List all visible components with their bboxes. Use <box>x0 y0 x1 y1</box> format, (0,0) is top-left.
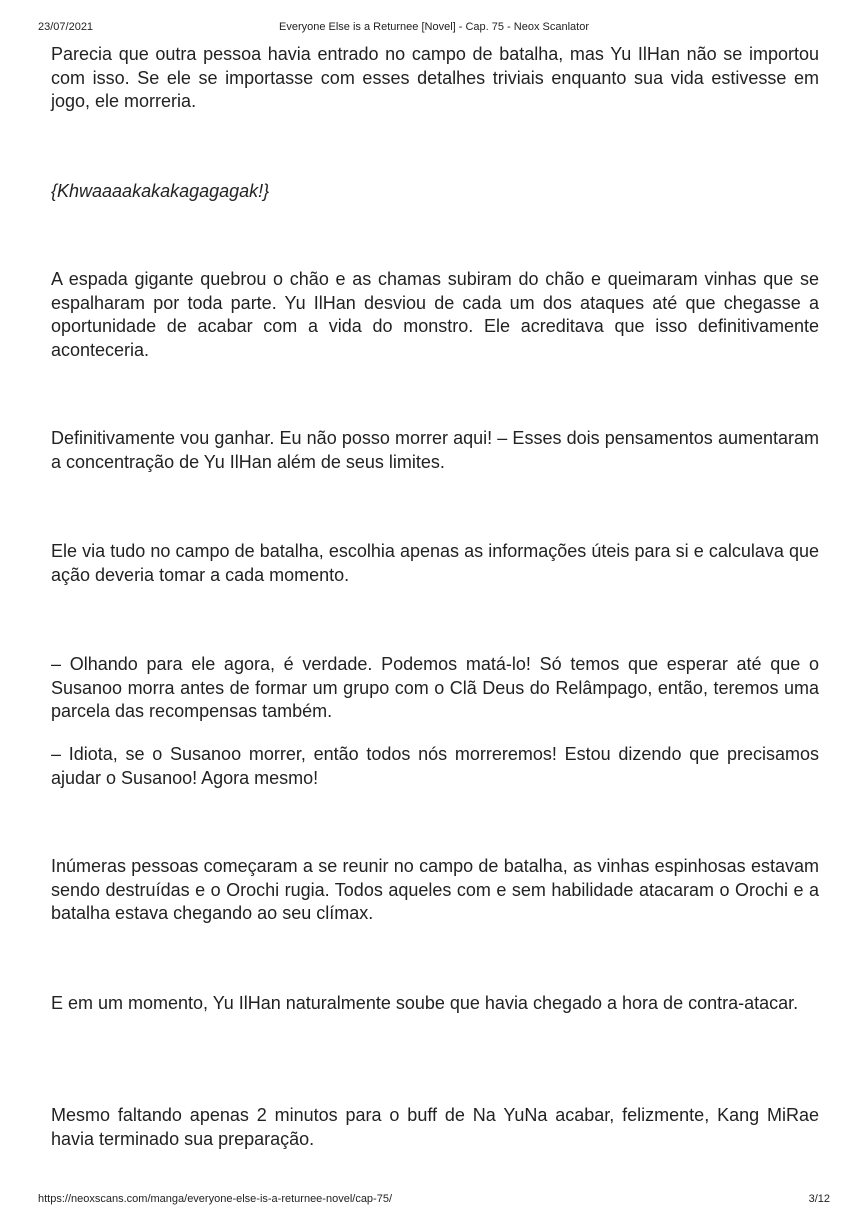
page-number: 3/12 <box>808 1193 830 1205</box>
page-title: Everyone Else is a Returnee [Novel] - Cap. 75 - Neox Scanlator <box>279 21 589 33</box>
print-footer <box>38 1193 830 1207</box>
paragraph: E em um momento, Yu IlHan naturalmente soube que havia chegado a hora de contra-atacar. <box>51 993 799 1013</box>
dialogue: – Idiota, se o Susanoo morrer, então todos nós morreremos! Estou dizendo que precisamos ajudar o Susanoo! Agora mesmo! <box>51 744 819 788</box>
paragraph: A espada gigante quebrou o chão e as chamas subiram do chão e queimaram vinhas que se espalharam por toda parte. Yu IlHan desviou de cada um dos ataques até que chegasse a oportunidade de acabar com a vida do monstro. Ele acreditava que isso definitivamente aconteceria. <box>51 269 819 360</box>
paragraph: Ele via tudo no campo de batalha, escolhia apenas as informações úteis para si e calculava que ação deveria tomar a cada momento. <box>51 541 819 585</box>
print-date: 23/07/2021 <box>38 21 94 33</box>
paragraph: Inúmeras pessoas começaram a se reunir no campo de batalha, as vinhas espinhosas estavam sendo destruídas e o Orochi rugia. Todos aqueles com e sem habilidade atacaram o Orochi e a batalha estava chegando ao seu clímax. <box>51 856 819 923</box>
dialogue: – Olhando para ele agora, é verdade. Podemos matá-lo! Só temos que esperar até que o Susanoo morra antes de formar um grupo com o Clã Deus do Relâmpago, então, teremos uma parcela das recompensas também. <box>51 654 819 721</box>
paragraph: Mesmo faltando apenas 2 minutos para o buff de Na YuNa acabar, felizmente, Kang MiRae havia terminado sua preparação. <box>51 1105 819 1149</box>
paragraph: Parecia que outra pessoa havia entrado no campo de batalha, mas Yu IlHan não se importou com isso. Se ele se importasse com esses detalhes triviais enquanto sua vida estivesse em jogo, ele morreria. <box>51 44 819 111</box>
page-url: https://neoxscans.com/manga/everyone-else-is-a-returnee-novel/cap-75/ <box>38 1193 393 1205</box>
sound-effect: {Khwaaaakakakagagagak!} <box>51 181 270 201</box>
paragraph: Definitivamente vou ganhar. Eu não posso morrer aqui! – Esses dois pensamentos aumentaram a concentração de Yu IlHan além de seus limites. <box>51 428 819 472</box>
print-header <box>38 21 830 35</box>
